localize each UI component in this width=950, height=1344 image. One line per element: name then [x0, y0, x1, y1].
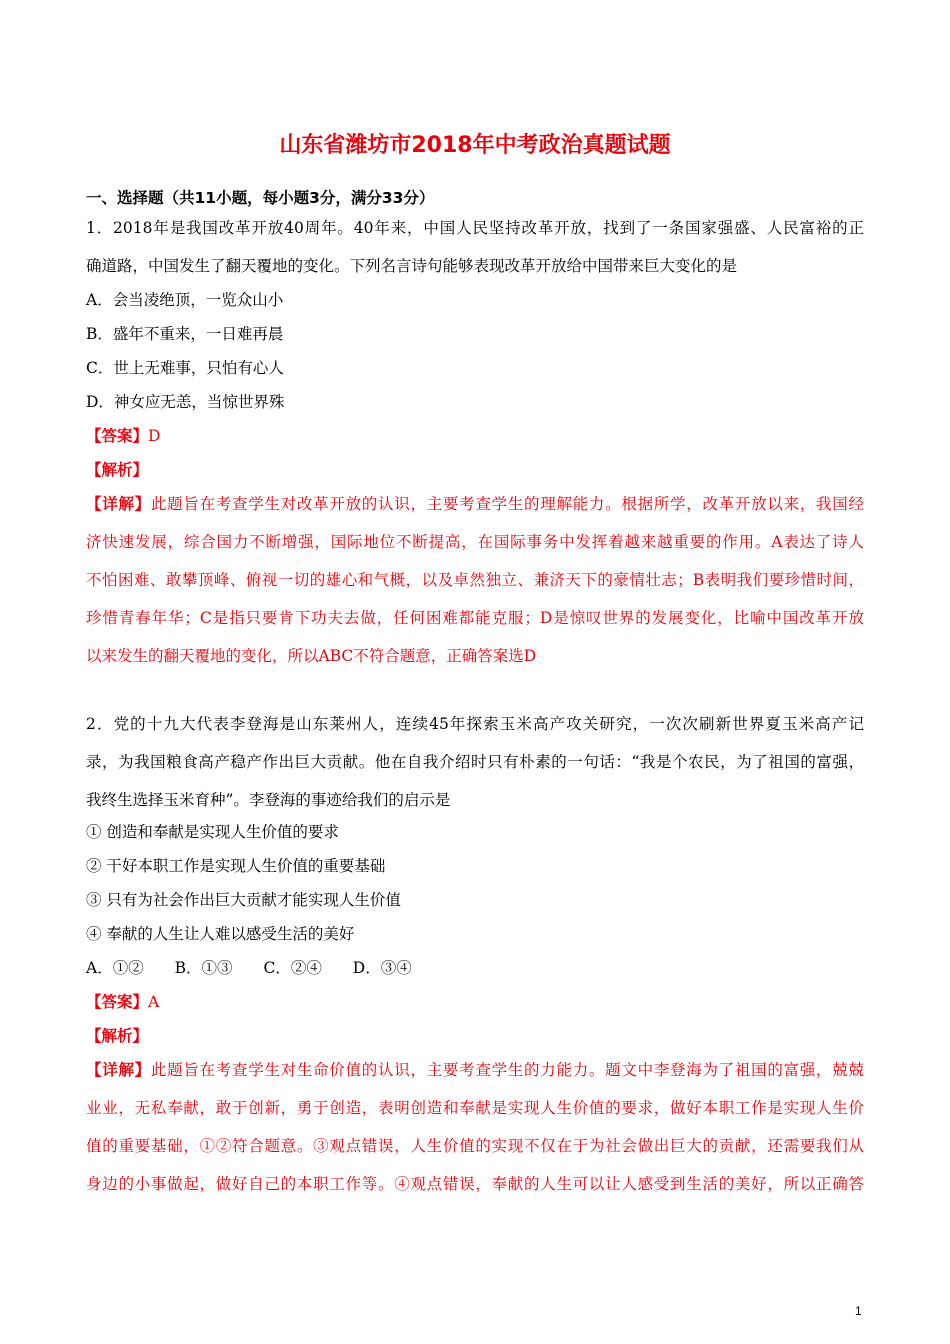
q1-answer [86, 426, 160, 446]
q2-detail-line-4: 身边的小事做起，做好自己的本职工作等。④观点错误，奉献的人生可以让人感受到生活的美好，所以正确答 [86, 1175, 864, 1193]
page-title: 山东省潍坊市2018年中考政治真题试题 [279, 133, 671, 158]
q2-choice-b: B．①③ [174, 959, 233, 977]
q1-detail-text-1: 此题旨在考查学生对改革开放的认识，主要考查学生的理解能力。根据所学，改革开放以来，我国经 [150, 495, 864, 513]
q2-choice-a: A．①② [86, 959, 144, 977]
q2-statement-4: ④ 奉献的人生让人难以感受生活的美好 [86, 925, 355, 943]
q2-answer [86, 992, 159, 1012]
q2-statement-3: ③ 只有为社会作出巨大贡献才能实现人生价值 [86, 891, 401, 909]
q2-detail-line-3: 值的重要基础，①②符合题意。③观点错误，人生价值的实现不仅在于为社会做出巨大的贡献，还需要我们从 [86, 1137, 864, 1155]
q1-detail-line-3: 不怕困难、敢攀顶峰、俯视一切的雄心和气概，以及卓然独立、兼济天下的豪情壮志；B表明我们要珍惜时间， [86, 571, 864, 589]
q1-option-c: C．世上无难事，只怕有心人 [86, 359, 284, 377]
q1-stem-line-2: 确道路，中国发生了翻天覆地的变化。下列名言诗句能够表现改革开放给中国带来巨大变化的是 [86, 257, 738, 275]
q1-option-b: B．盛年不重来，一日难再晨 [86, 325, 284, 343]
q2-analysis-label: 【解析】 [86, 1026, 149, 1045]
q2-detail-line-2: 业业，无私奉献，敢于创新，勇于创造，表明创造和奉献是实现人生价值的要求，做好本职工作是实现人生价 [86, 1099, 864, 1117]
q2-stem-line-2: 录，为我国粮食高产稳产作出巨大贡献。他在自我介绍时只有朴素的一句话：“我是个农民，为了祖国的富强， [86, 753, 864, 771]
q2-detail-text-1: 此题旨在考查学生对生命价值的认识，主要考查学生的力能力。题文中李登海为了祖国的富强，兢兢 [150, 1061, 864, 1079]
q1-option-a: A．会当凌绝顶，一览众山小 [86, 291, 284, 309]
q2-detail-label: 【详解】 [86, 1060, 151, 1079]
q1-detail-line-1 [86, 494, 864, 514]
q2-stem-line-3: 我终生选择玉米育种”。李登海的事迹给我们的启示是 [86, 791, 451, 809]
q1-detail-line-2: 济快速发展，综合国力不断增强，国际地位不断提高，在国际事务中发挥着越来越重要的作用。A表达了诗人 [86, 533, 864, 551]
q2-choice-d: D．③④ [352, 959, 412, 977]
q1-answer-label: 【答案】 [86, 426, 149, 445]
q2-statement-2: ② 干好本职工作是实现人生价值的重要基础 [86, 857, 386, 875]
q1-option-d: D．神女应无恙，当惊世界殊 [86, 393, 285, 411]
q2-choice-c: C．②④ [263, 959, 322, 977]
q2-choices [86, 958, 438, 978]
q1-answer-value: D [148, 427, 161, 445]
q2-answer-value: A [148, 993, 160, 1011]
q1-analysis-label: 【解析】 [86, 460, 149, 479]
q1-detail-label: 【详解】 [86, 494, 151, 513]
q2-answer-label: 【答案】 [86, 992, 149, 1011]
q2-statement-1: ① 创造和奉献是实现人生价值的要求 [86, 823, 339, 841]
q2-stem-line-1: 2．党的十九大代表李登海是山东莱州人，连续45年探索玉米高产攻关研究，一次次刷新世界夏玉米高产记 [86, 715, 864, 733]
q1-stem-line-1: 1．2018年是我国改革开放40周年。40年来，中国人民坚持改革开放，找到了一条国家强盛、人民富裕的正 [86, 219, 864, 237]
section-heading: 一、选择题（共11小题，每小题3分，满分33分） [86, 189, 435, 207]
q1-detail-line-4: 珍惜青春年华；C是指只要肯下功夫去做，任何困难都能克服；D是惊叹世界的发展变化，比喻中国改革开放 [86, 609, 864, 627]
q2-detail-line-1 [86, 1060, 864, 1080]
q1-detail-line-5: 以来发生的翻天覆地的变化，所以ABC不符合题意，正确答案选D [86, 647, 537, 665]
page-number: 1 [855, 1304, 862, 1318]
